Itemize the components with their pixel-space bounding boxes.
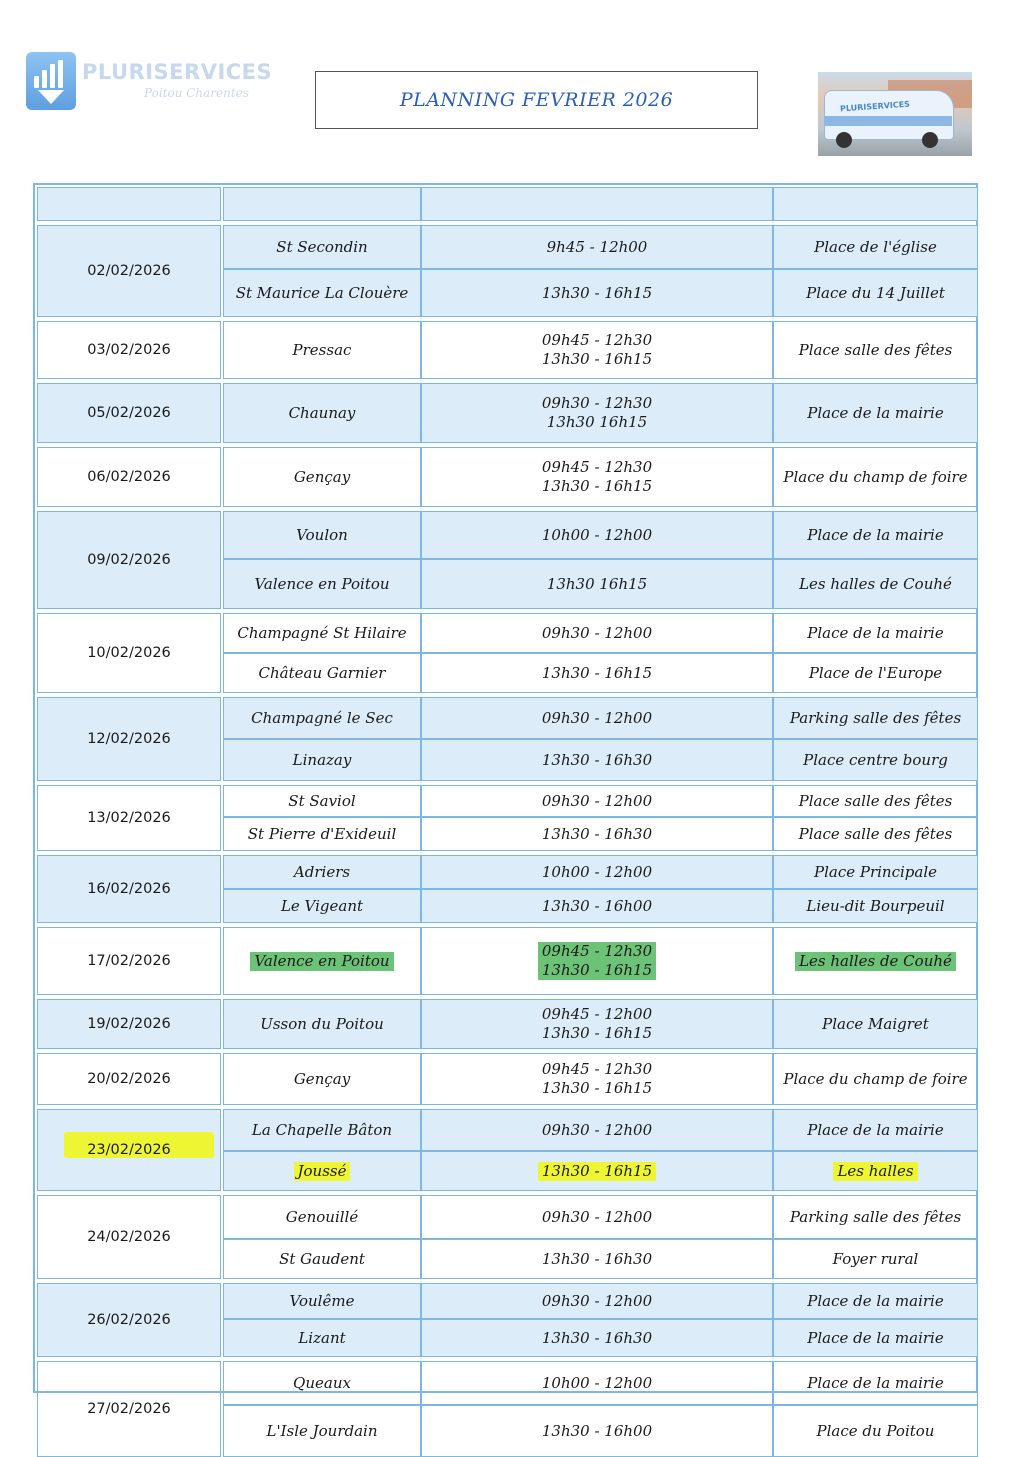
date-cell — [37, 447, 221, 507]
date-label: 09/02/2026 — [87, 551, 171, 568]
lieu-label: Parking salle des fêtes — [789, 1207, 962, 1226]
horaires-cell — [421, 1283, 773, 1319]
commune-cell — [223, 855, 421, 889]
lieu-cell — [773, 321, 978, 379]
commune-label: Gençay — [293, 1069, 351, 1088]
horaire-label: 13h30 - 16h15 — [541, 477, 653, 495]
horaire-label: 13h30 - 16h00 — [541, 896, 653, 915]
commune-label: Château Garnier — [258, 663, 386, 682]
lieu-label: Place de la mairie — [807, 1120, 944, 1139]
date-label: 13/02/2026 — [87, 809, 171, 826]
lieu-label: Place du champ de foire — [783, 1069, 968, 1088]
horaire-label: 10h00 - 12h00 — [541, 862, 653, 881]
horaires-cell — [421, 697, 773, 739]
commune-label: St Saviol — [288, 791, 356, 810]
horaires-cell — [421, 1319, 773, 1357]
horaires-cell — [421, 817, 773, 851]
van-lettering: PLURISERVICES — [839, 99, 911, 114]
commune-cell — [223, 653, 421, 693]
commune-cell — [223, 1319, 421, 1357]
commune-cell — [223, 817, 421, 851]
commune-label: Genouillé — [285, 1207, 359, 1226]
lieu-cell — [773, 225, 978, 269]
lieu-label: Place Maigret — [822, 1014, 929, 1033]
lieu-cell — [773, 1109, 978, 1151]
commune-cell — [223, 269, 421, 317]
commune-label: Valence en Poitou — [250, 952, 393, 971]
horaires-cell — [421, 383, 773, 443]
date-label: 19/02/2026 — [87, 1015, 171, 1032]
horaire-label: 13h30 - 16h30 — [541, 1249, 653, 1268]
lieu-label: Place de la mairie — [807, 623, 944, 642]
header-cell — [773, 187, 978, 221]
lieu-label: Place salle des fêtes — [798, 824, 953, 843]
commune-label: Voulon — [296, 525, 348, 544]
lieu-label: Foyer rural — [832, 1249, 919, 1268]
horaires-cell — [421, 1109, 773, 1151]
commune-cell — [223, 383, 421, 443]
date-cell — [37, 1109, 221, 1191]
date-cell — [37, 927, 221, 995]
horaire-label: 13h30 - 16h15 — [541, 1024, 653, 1042]
horaire-label: 13h30 - 16h15 — [538, 1162, 656, 1181]
header-cell — [223, 187, 421, 221]
lieu-cell — [773, 697, 978, 739]
commune-label: St Gaudent — [279, 1249, 365, 1268]
commune-label: Champagné St Hilaire — [237, 623, 407, 642]
horaires-cell — [421, 559, 773, 609]
lieu-cell — [773, 999, 978, 1049]
commune-cell — [223, 1283, 421, 1319]
lieu-cell — [773, 559, 978, 609]
horaire-label: 13h30 - 16h00 — [541, 1421, 653, 1440]
logo-subtitle: Poitou Charentes — [144, 86, 249, 100]
lieu-label: Les halles de Couhé — [795, 952, 956, 971]
date-label: 05/02/2026 — [87, 404, 171, 421]
horaires-cell — [421, 511, 773, 559]
commune-cell — [223, 739, 421, 781]
horaire-label: 9h45 - 12h00 — [546, 237, 648, 256]
date-label: 12/02/2026 — [87, 730, 171, 747]
horaire-label: 13h30 - 16h30 — [541, 824, 653, 843]
date-label: 02/02/2026 — [87, 262, 171, 279]
commune-label: Voulême — [289, 1291, 355, 1310]
lieu-label: Place de la mairie — [807, 1373, 944, 1392]
horaire-label: 10h00 - 12h00 — [541, 1373, 653, 1392]
horaires-cell — [421, 1239, 773, 1279]
lieu-cell — [773, 1151, 978, 1191]
horaire-label: 13h30 - 16h30 — [541, 750, 653, 769]
commune-cell — [223, 321, 421, 379]
commune-cell — [223, 1053, 421, 1105]
logo-name: PLURISERVICES — [82, 60, 273, 84]
date-cell — [37, 1283, 221, 1357]
commune-label: L'Isle Jourdain — [266, 1421, 378, 1440]
horaire-label: 09h30 - 12h30 — [541, 394, 653, 412]
commune-cell — [223, 447, 421, 507]
lieu-label: Les halles de Couhé — [799, 574, 952, 593]
date-label: 17/02/2026 — [87, 952, 171, 969]
lieu-label: Lieu-dit Bourpeuil — [806, 896, 945, 915]
horaires-cell — [421, 1405, 773, 1457]
lieu-label: Parking salle des fêtes — [789, 708, 962, 727]
commune-cell — [223, 889, 421, 923]
commune-cell — [223, 1405, 421, 1457]
commune-label: St Secondin — [276, 237, 368, 256]
lieu-cell — [773, 447, 978, 507]
horaires-cell — [421, 447, 773, 507]
lieu-cell — [773, 511, 978, 559]
horaires-cell — [421, 1053, 773, 1105]
commune-cell — [223, 511, 421, 559]
commune-label: Lizant — [298, 1328, 346, 1347]
horaires-cell — [421, 739, 773, 781]
horaires-cell — [421, 889, 773, 923]
date-label: 24/02/2026 — [87, 1228, 171, 1245]
commune-label: Queaux — [293, 1373, 351, 1392]
commune-cell — [223, 927, 421, 995]
lieu-cell — [773, 1239, 978, 1279]
date-label: 20/02/2026 — [87, 1070, 171, 1087]
horaire-label: 09h45 - 12h30 — [541, 331, 653, 349]
commune-cell — [223, 1109, 421, 1151]
lieu-label: Place de la mairie — [807, 403, 944, 422]
pluriservices-logo — [26, 52, 273, 114]
lieu-cell — [773, 889, 978, 923]
horaire-label: 13h30 - 16h15 — [538, 961, 656, 980]
commune-cell — [223, 225, 421, 269]
date-label: 26/02/2026 — [87, 1311, 171, 1328]
commune-cell — [223, 1239, 421, 1279]
horaires-cell — [421, 269, 773, 317]
commune-cell — [223, 1195, 421, 1239]
horaire-label: 13h30 - 16h15 — [541, 283, 653, 302]
date-label: 03/02/2026 — [87, 341, 171, 358]
horaire-label: 09h30 - 12h00 — [541, 708, 653, 727]
horaire-label: 13h30 - 16h15 — [541, 350, 653, 368]
commune-label: Le Vigeant — [280, 896, 364, 915]
lieu-label: Place salle des fêtes — [798, 791, 953, 810]
horaire-label: 09h45 - 12h00 — [541, 1005, 653, 1023]
lieu-label: Les halles — [833, 1162, 917, 1181]
date-cell — [37, 999, 221, 1049]
horaire-label: 13h30 16h15 — [546, 574, 648, 593]
date-cell — [37, 785, 221, 851]
lieu-cell — [773, 927, 978, 995]
commune-label: St Pierre d'Exideuil — [247, 824, 397, 843]
horaires-cell — [421, 1195, 773, 1239]
horaire-label: 09h30 - 12h00 — [541, 1120, 653, 1139]
lieu-cell — [773, 383, 978, 443]
horaires-cell — [421, 1151, 773, 1191]
horaire-label: 09h45 - 12h30 — [541, 1060, 653, 1078]
date-cell — [37, 511, 221, 609]
date-cell — [37, 321, 221, 379]
date-label: 16/02/2026 — [87, 880, 171, 897]
lieu-label: Place du 14 Juillet — [806, 283, 945, 302]
commune-cell — [223, 559, 421, 609]
date-cell — [37, 613, 221, 693]
horaires-cell — [421, 785, 773, 817]
lieu-label: Place de la mairie — [807, 1291, 944, 1310]
horaire-label: 09h45 - 12h30 — [541, 458, 653, 476]
mobile-van-photo — [818, 72, 972, 156]
commune-label: St Maurice La Clouère — [235, 283, 409, 302]
commune-cell — [223, 999, 421, 1049]
lieu-label: Place de la mairie — [807, 525, 944, 544]
commune-label: Champagné le Sec — [251, 708, 393, 727]
lieu-cell — [773, 269, 978, 317]
horaires-cell — [421, 225, 773, 269]
header-cell — [421, 187, 773, 221]
horaire-label: 09h30 - 12h00 — [541, 1207, 653, 1226]
lieu-cell — [773, 1195, 978, 1239]
commune-label: Adriers — [293, 862, 351, 881]
date-label: 27/02/2026 — [87, 1400, 171, 1417]
horaire-label: 10h00 - 12h00 — [541, 525, 653, 544]
horaires-cell — [421, 613, 773, 653]
commune-cell — [223, 1151, 421, 1191]
schedule-table — [33, 183, 978, 1440]
date-cell — [37, 383, 221, 443]
lieu-cell — [773, 817, 978, 851]
logo-mark-icon — [26, 52, 76, 110]
date-label: 06/02/2026 — [87, 468, 171, 485]
commune-label: Pressac — [292, 340, 352, 359]
lieu-cell — [773, 1283, 978, 1319]
commune-label: Chaunay — [288, 403, 356, 422]
date-label: 23/02/2026 — [87, 1141, 171, 1158]
lieu-label: Place centre bourg — [803, 750, 948, 769]
horaire-label: 13h30 - 16h15 — [541, 663, 653, 682]
horaires-cell — [421, 855, 773, 889]
date-cell — [37, 225, 221, 317]
date-cell — [37, 697, 221, 781]
lieu-label: Place de la mairie — [807, 1328, 944, 1347]
horaire-label: 09h30 - 12h00 — [541, 791, 653, 810]
lieu-cell — [773, 739, 978, 781]
horaires-cell — [421, 1361, 773, 1405]
lieu-cell — [773, 1053, 978, 1105]
header-cell — [37, 187, 221, 221]
lieu-label: Place salle des fêtes — [798, 340, 953, 359]
lieu-cell — [773, 1361, 978, 1405]
date-label: 10/02/2026 — [87, 644, 171, 661]
commune-label: Joussé — [294, 1162, 351, 1181]
commune-label: Usson du Poitou — [260, 1014, 384, 1033]
horaire-label: 09h30 - 12h00 — [541, 1291, 653, 1310]
lieu-label: Place du Poitou — [816, 1421, 935, 1440]
page-title: PLANNING FEVRIER 2026 — [315, 71, 758, 129]
lieu-label: Place de l'église — [814, 237, 937, 256]
date-cell — [37, 1361, 221, 1457]
lieu-label: Place Principale — [813, 862, 938, 881]
commune-label: Valence en Poitou — [254, 574, 390, 593]
date-cell — [37, 855, 221, 923]
horaires-cell — [421, 653, 773, 693]
lieu-cell — [773, 613, 978, 653]
lieu-cell — [773, 785, 978, 817]
lieu-label: Place du champ de foire — [783, 467, 968, 486]
commune-label: La Chapelle Bâton — [251, 1120, 393, 1139]
commune-label: Linazay — [292, 750, 352, 769]
lieu-cell — [773, 653, 978, 693]
commune-cell — [223, 613, 421, 653]
horaires-cell — [421, 321, 773, 379]
horaires-cell — [421, 927, 773, 995]
lieu-cell — [773, 1319, 978, 1357]
commune-cell — [223, 785, 421, 817]
date-cell — [37, 1195, 221, 1279]
horaire-label: 13h30 - 16h30 — [541, 1328, 653, 1347]
commune-cell — [223, 697, 421, 739]
lieu-label: Place de l'Europe — [808, 663, 943, 682]
date-cell — [37, 1053, 221, 1105]
commune-cell — [223, 1361, 421, 1405]
horaire-label: 13h30 - 16h15 — [541, 1079, 653, 1097]
horaire-label: 09h30 - 12h00 — [541, 623, 653, 642]
horaires-cell — [421, 999, 773, 1049]
lieu-cell — [773, 1405, 978, 1457]
horaire-label: 13h30 16h15 — [546, 413, 648, 431]
lieu-cell — [773, 855, 978, 889]
horaire-label: 09h45 - 12h30 — [538, 942, 656, 961]
commune-label: Gençay — [293, 467, 351, 486]
